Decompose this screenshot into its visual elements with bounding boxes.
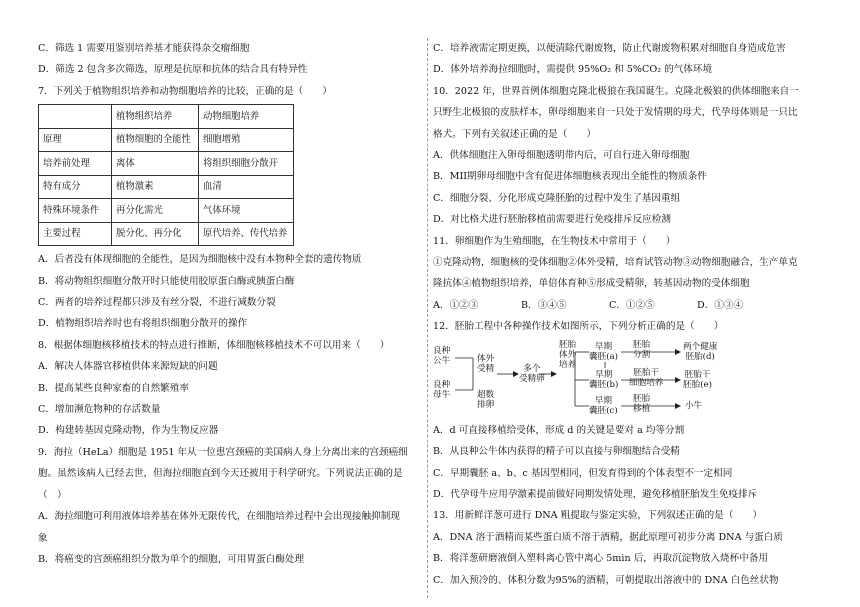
table-cell: 培养前处理: [39, 152, 112, 176]
question-9-line-1: 9．海拉（HeLa）细胞是 1951 年从一位患宫颈癌的美国病人身上分离出来的宫颈癌细: [38, 446, 408, 458]
table-cell: 血清: [199, 175, 294, 199]
table-cell: 主要过程: [39, 222, 112, 246]
option-11b: B．③④⑤: [521, 299, 567, 311]
culture-label: 胚胎 体外 培养: [559, 339, 577, 370]
table-cell: 植物激素: [112, 175, 199, 199]
option-9c: C．培养液需定期更换，以便清除代谢废物，防止代谢废物积累对细胞自身造成危害: [433, 43, 786, 54]
question-11-items-2: 隆抗体④植物组织培养，单倍体育种⑤形成受精卵，转基因动物的受体细胞: [433, 278, 750, 290]
early-a-label: 早期 囊胚(a): [589, 341, 619, 362]
table-cell: 脱分化、再分化: [112, 222, 199, 246]
good-bull-label: 良种 公牛: [433, 345, 451, 366]
table-cell: 动物细胞培养: [199, 105, 294, 129]
table-cell: 将组织细胞分散开: [199, 152, 294, 176]
right-column: [433, 38, 813, 591]
question-10-line-2: 只野生北极狼的皮肤样本，卵母细胞来自一只处于发情期的母犬，代孕母体则是一只比: [433, 107, 798, 119]
table-cell: 原理: [39, 128, 112, 152]
invitro-label: 体外 受精: [477, 353, 495, 374]
table-row: [39, 175, 294, 199]
table-cell: 再分化需光: [112, 199, 199, 223]
option-9a-line-2: 象: [38, 532, 48, 544]
option-10c: C．细胞分裂、分化形成克隆胚胎的过程中发生了基因重组: [433, 192, 681, 204]
option-12c: C．早期囊胚 a、b、c 基因型相同，但发育得到的个体表型不一定相同: [433, 467, 733, 479]
table-cell: [39, 105, 112, 129]
table-cell: 原代培养、传代培养: [199, 222, 294, 246]
table-cell: 植物组织培养: [112, 105, 199, 129]
embryo-e-label: 胚胎干 胚胎(e): [683, 369, 712, 390]
option-12a: A．d 可直接移植给受体，形成 d 的关键是要对 a 均等分割: [433, 424, 685, 436]
question-11-items-1: ①克隆动物，细胞核的受体细胞②体外受精，培育试管动物③动物细胞融合，生产单克: [433, 257, 798, 269]
option-9a-line-1: A．海拉细胞可利用液体培养基在体外无限传代，在细胞培养过程中会出现接触抑制现: [38, 511, 400, 523]
twins-label: 两个健康 胚胎(d): [683, 341, 718, 362]
early-b-label: 早期 囊胚(b): [589, 369, 619, 390]
left-column: [38, 38, 423, 570]
good-cow-label: 良种 母牛: [433, 379, 451, 400]
column-divider: [427, 38, 428, 598]
question-9-line-3: （ ）: [38, 489, 67, 501]
option-10d: D．对比格犬进行胚胎移植前需要进行免疫排斥反应检测: [433, 214, 671, 226]
option-7a: A．后者没有体现细胞的全能性，是因为细胞核中没有本物种全套的遗传物质: [38, 254, 362, 266]
table-row: [39, 105, 294, 129]
option-8d: D．构建转基因克隆动物，作为生物反应器: [38, 425, 219, 437]
option-8b: B．提高某些良种家畜的自然繁殖率: [38, 382, 189, 394]
zygotes-label: 多个 受精卵: [519, 363, 545, 384]
option-13a: A．DNA 溶于酒精而某些蛋白质不溶于酒精，据此原理可初步分离 DNA 与蛋白质: [433, 531, 783, 543]
early-c-label: 早期 囊胚(c): [589, 395, 618, 416]
table-row: [39, 128, 294, 152]
calf-label: 小牛: [685, 400, 703, 411]
stem-label: 胚胎干 细胞培养: [629, 367, 664, 388]
option-8c: C．增加濒危物种的存活数量: [38, 404, 161, 416]
option-7c: C．两者的培养过程都只涉及有丝分裂，不进行减数分裂: [38, 297, 276, 309]
split-label: 胚胎 分割: [633, 339, 651, 360]
option-10b: B．MII期卵母细胞中含有促进体细胞核表现出全能性的物质条件: [433, 171, 707, 183]
question-11: 11．卵细胞作为生殖细胞，在生物技术中常用于（ ）: [433, 235, 676, 247]
embryo-engineering-diagram: [433, 340, 763, 418]
option-11c: C．①②⑤: [609, 299, 655, 311]
option-12d: D．代孕母牛应用孕激素提前做好同期发情处理，避免移植胚胎发生免疫排斥: [433, 488, 758, 500]
comparison-table: [38, 104, 294, 246]
option-10a: A．供体细胞注入卵母细胞透明带内后，可自行进入卵母细胞: [433, 150, 690, 162]
option-9b: B．将癌变的宫颈癌组织分散为单个的细胞，可用胃蛋白酶处理: [38, 553, 305, 565]
table-cell: 离体: [112, 152, 199, 176]
table-row: [39, 199, 294, 223]
option-11d: D．①③④: [697, 299, 744, 311]
option-9d: D．体外培养海拉细胞时，需提供 95%O₂ 和 5%CO₂ 的气体环境: [433, 64, 713, 76]
question-9-line-2: 胞。虽然该病人已经去世，但海拉细胞直到今天还被用于科学研究。下列说法正确的是: [38, 468, 403, 480]
table-row: [39, 152, 294, 176]
question-10-line-3: 格犬。下列有关叙述正确的是（ ）: [433, 128, 597, 140]
option-13c: C．加入预冷的、体积分数为95%的酒精，可朝提取出溶液中的 DNA 白色丝状物: [433, 574, 779, 586]
option-12b: B．从良种公牛体内获得的精子可以直接与卵细胞结合受精: [433, 446, 680, 458]
question-7: 7．下列关于植物组织培养和动物细胞培养的比较，正确的是（ ）: [38, 85, 332, 97]
option-7b: B．将动物组织细胞分散开时只能使用胶原蛋白酶或胰蛋白酶: [38, 275, 295, 287]
table-cell: 特殊环境条件: [39, 199, 112, 223]
table-cell: 植物细胞的全能性: [112, 128, 199, 152]
table-row: [39, 222, 294, 246]
option-8a: A．解决人体器官移植供体来源短缺的问题: [38, 361, 218, 373]
superov-label: 超数 排卵: [477, 389, 495, 410]
question-8: 8．根据体细胞核移植技术的特点进行推断，体细胞核移植技术不可以用来（ ）: [38, 339, 390, 351]
question-10-line-1: 10．2022 年，世界首例体细胞克隆北极狼在我国诞生。克隆北极狼的供体细胞来自一: [433, 85, 799, 97]
question-13: 13．用新鲜洋葱可进行 DNA 粗提取与鉴定实验，下列叙述正确的是（ ）: [433, 510, 763, 522]
question-11-options: [433, 295, 813, 316]
option-6d: D．筛选 2 包含多次筛选，原理是抗原和抗体的结合具有特异性: [38, 64, 308, 76]
option-13b: B．将洋葱研磨液倒入塑料离心管中离心 5min 后，再取沉淀物放入烧杯中备用: [433, 553, 769, 565]
transfer-label: 胚胎 移植: [633, 393, 651, 414]
option-7d: D．植物组织培养时也有将组织细胞分散开的操作: [38, 318, 248, 330]
table-cell: 细胞增殖: [199, 128, 294, 152]
option-11a: A．①②③: [433, 299, 479, 311]
table-cell: 特有成分: [39, 175, 112, 199]
table-cell: 气体环境: [199, 199, 294, 223]
question-12: 12．胚胎工程中各种操作技术如图所示，下列分析正确的是（ ）: [433, 321, 724, 333]
option-6c: C．筛选 1 需要用鉴别培养基才能获得杂交瘤细胞: [38, 43, 250, 54]
